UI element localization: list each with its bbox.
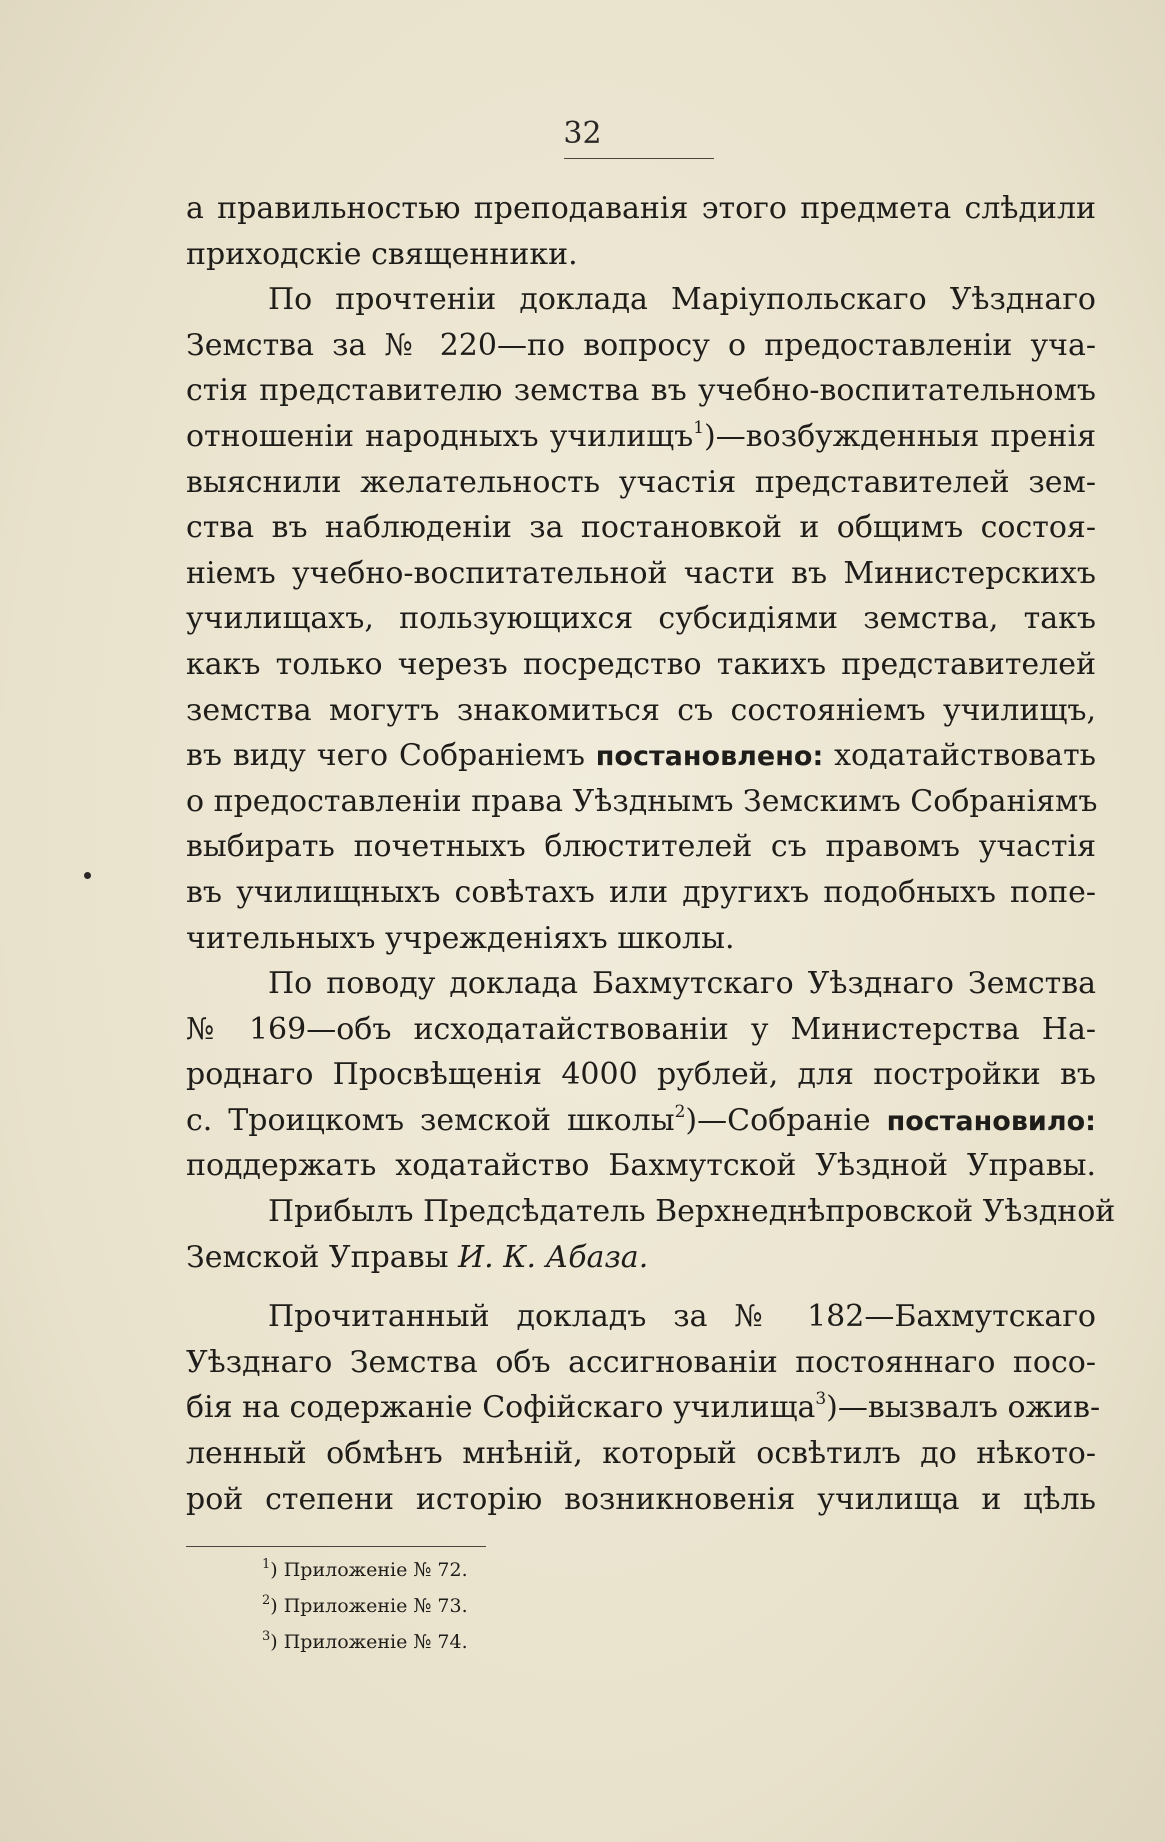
text-run: Земской Управы: [186, 1239, 458, 1275]
footnote-ref: 1: [693, 417, 705, 438]
text-run: )—возбужденныя пренія: [704, 418, 1096, 454]
footnote-rule: [186, 1546, 486, 1547]
text-run: )—вызвалъ ожив-: [826, 1390, 1101, 1426]
text-line: Прочитанный докладъ за № 182—Бахмутскаго: [268, 1299, 1096, 1335]
text-line: въ училищныхъ совѣтахъ или другихъ подобныхъ попе-: [186, 874, 1096, 910]
text-line: ніемъ учебно-воспитательной части въ Министерскихъ: [186, 555, 1096, 591]
text-line: поддержать ходатайство Бахмутской Уѣздной Управы.: [186, 1148, 1096, 1184]
text-line: о предоставленіи права Уѣзднымъ Земскимъ Собраніямъ: [186, 783, 1098, 819]
text-line: приходскіе священники.: [186, 236, 578, 272]
header-rule: [564, 158, 714, 159]
text-line: По прочтеніи доклада Маріупольскаго Уѣзднаго: [268, 282, 1096, 318]
text-line: какъ только черезъ посредство такихъ представителей: [186, 646, 1096, 682]
text-line: Уѣзднаго Земства объ ассигнованіи постояннаго посо-: [186, 1344, 1096, 1380]
text-line: [186, 1385, 1101, 1431]
page-number: 32: [563, 116, 602, 151]
text-run: )—Собраніе: [685, 1102, 887, 1138]
text-line: По поводу доклада Бахмутскаго Уѣзднаго Земства: [268, 966, 1096, 1002]
text-line: № 169—объ исходатайствованіи у Министерства На-: [186, 1011, 1096, 1047]
emphasis-bold: постановлено:: [595, 741, 824, 773]
paragraph-gap: [186, 1280, 1096, 1294]
text-line: ства въ наблюденіи за постановкой и общимъ состоя-: [186, 510, 1096, 546]
footnote-text: ) Приложеніе № 74.: [270, 1631, 468, 1653]
footnote-mark: 1: [262, 1557, 271, 1572]
text-line: рой степени исторію возникновенія училища и цѣль: [186, 1481, 1096, 1517]
text-line: чительныхъ учрежденіяхъ школы.: [186, 920, 735, 956]
text-line: [186, 1098, 1096, 1144]
text-line: [186, 733, 1096, 779]
text-line: роднаго Просвѣщенія 4000 рублей, для постройки въ: [186, 1057, 1096, 1093]
text-line: выяснили желательность участія представителей зем-: [186, 464, 1096, 500]
footnote-mark: 2: [262, 1593, 271, 1608]
text-run: отношеніи народныхъ училищъ: [186, 418, 694, 454]
text-line: земства могутъ знакомиться съ состояніемъ училищъ,: [186, 692, 1096, 728]
text-line: Земства за № 220—по вопросу о предоставленіи уча-: [186, 327, 1096, 363]
text-run: ходатайствовать: [823, 738, 1096, 774]
footnotes: [262, 1552, 468, 1660]
footnote-text: ) Приложеніе № 72.: [270, 1559, 468, 1581]
margin-dot: [84, 872, 91, 879]
text-line: ленный обмѣнъ мнѣній, который освѣтилъ до нѣкото-: [186, 1436, 1096, 1472]
text-line: Прибылъ Предсѣдатель Верхнеднѣпровской Уѣздной: [268, 1194, 1116, 1230]
footnote: [262, 1588, 468, 1624]
text-line: а правильностью преподаванія этого предмета слѣдили: [186, 191, 1096, 226]
footnote-ref: 3: [815, 1389, 827, 1410]
footnote-ref: 2: [674, 1101, 686, 1122]
footnote-text: ) Приложеніе № 73.: [270, 1595, 468, 1617]
text-line: [186, 414, 1096, 460]
emphasis-bold: постановило:: [886, 1105, 1096, 1137]
body-text: [186, 186, 1116, 1522]
text-line: стія представителю земства въ учебно-воспитательномъ: [186, 373, 1096, 409]
footnote: [262, 1624, 468, 1660]
text-run: въ виду чего Собраніемъ: [186, 738, 596, 774]
footnote-mark: 3: [262, 1629, 271, 1644]
text-line: училищахъ, пользующихся субсидіями земства, такъ: [186, 601, 1096, 637]
footnote: [262, 1552, 468, 1588]
text-line: выбирать почетныхъ блюстителей съ правомъ участія: [186, 829, 1096, 865]
text-line: [186, 1235, 1096, 1281]
text-run: бія на содержаніе Софійскаго училища: [186, 1390, 816, 1426]
text-run: с. Троицкомъ земской школы: [186, 1102, 675, 1138]
name-italic: И. К. Абаза.: [458, 1239, 649, 1275]
